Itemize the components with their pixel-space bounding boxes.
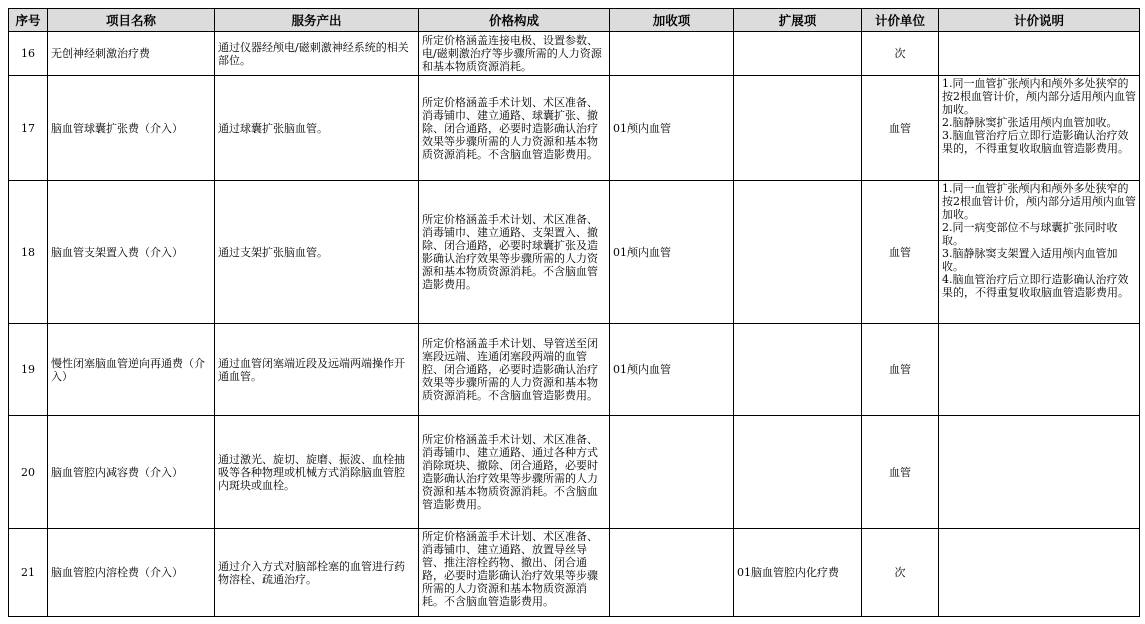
header-surcharge: 加收项: [610, 9, 734, 32]
cell-note: [939, 324, 1140, 416]
cell-unit: 次: [862, 32, 939, 76]
cell-unit: 次: [862, 529, 939, 617]
note-text: 1.同一血管扩张颅内和颅外多处狭窄的按2根血管计价，颅内部分适用颅内血管加收。 2.脑静脉窦扩张适用颅内血管加收。 3.脑血管治疗后立即行造影确认治疗效果的，不得重复收取脑血管造影费用。: [942, 76, 1136, 155]
cell-output: 通过血管闭塞端近段及远端两端操作开通血管。: [215, 324, 419, 416]
cell-price: 所定价格涵盖手术计划、术区准备、消毒铺巾、建立通路、通过各种方式消除斑块、撤除、闭合通路，必要时造影确认治疗效果等步骤所需的人力资源和基本物质资源消耗。不含脑血管造影费用。: [419, 416, 610, 529]
table-row: [9, 32, 1140, 76]
cell-price: 所定价格涵盖手术计划、导管送至闭塞段远端、连通闭塞段两端的血管腔、闭合通路，必要时造影确认治疗效果等步骤所需的人力资源和基本物质资源消耗。不含脑血管造影费用。: [419, 324, 610, 416]
table-row: [9, 76, 1140, 181]
cell-extension: 01脑血管腔内化疗费: [734, 529, 862, 617]
cell-seq: 16: [9, 32, 48, 76]
cell-extension: [734, 416, 862, 529]
header-extension: 扩展项: [734, 9, 862, 32]
cell-seq: 19: [9, 324, 48, 416]
price-text: 所定价格涵盖手术计划、术区准备、消毒铺巾、建立通路、放置导丝导管、推注溶栓药物、撤出、闭合通路，必要时造影确认治疗效果等步骤所需的人力资源和基本物质资源消耗。不含脑血管造影费用。: [422, 529, 598, 608]
cell-name: 脑血管球囊扩张费（介入）: [48, 76, 215, 181]
table-row: [9, 181, 1140, 324]
cell-seq: 18: [9, 181, 48, 324]
cell-name: 脑血管腔内溶栓费（介入）: [48, 529, 215, 617]
cell-surcharge: 01颅内血管: [610, 181, 734, 324]
cell-note: [939, 529, 1140, 617]
cell-unit: 血管: [862, 416, 939, 529]
cell-output: 通过介入方式对脑部栓塞的血管进行药物溶栓、疏通治疗。: [215, 529, 419, 617]
cell-output: 通过支架扩张脑血管。: [215, 181, 419, 324]
cell-name: 脑血管支架置入费（介入）: [48, 181, 215, 324]
cell-unit: 血管: [862, 324, 939, 416]
cell-price: 所定价格涵盖手术计划、术区准备、消毒铺巾、建立通路、球囊扩张、撤除、闭合通路，必要时造影确认治疗效果等步骤所需的人力资源和基本物质资源消耗。不含脑血管造影费用。: [419, 76, 610, 181]
cell-unit: 血管: [862, 76, 939, 181]
table-row: [9, 529, 1140, 617]
header-row: [9, 9, 1140, 32]
cell-note: [939, 416, 1140, 529]
cell-seq: 21: [9, 529, 48, 617]
cell-note: [939, 181, 1140, 324]
cell-seq: 20: [9, 416, 48, 529]
cell-extension: [734, 324, 862, 416]
cell-price: 所定价格涵盖连接电极、设置参数、电/磁刺激治疗等步骤所需的人力资源和基本物质资源消耗。: [419, 32, 610, 76]
cell-extension: [734, 32, 862, 76]
cell-note: [939, 32, 1140, 76]
header-note: 计价说明: [939, 9, 1140, 32]
cell-name: 无创神经刺激治疗费: [48, 32, 215, 76]
cell-output: 通过球囊扩张脑血管。: [215, 76, 419, 181]
cell-output: 通过仪器经颅电/磁刺激神经系统的相关部位。: [215, 32, 419, 76]
header-seq: 序号: [9, 9, 48, 32]
cell-name: 脑血管腔内减容费（介入）: [48, 416, 215, 529]
note-text: 1.同一血管扩张颅内和颅外多处狭窄的按2根血管计价，颅内部分适用颅内血管加收。 2.同一病变部位不与球囊扩张同时收取。 3.脑静脉窦支架置入适用颅内血管加收。 4.脑血管治疗后立即行造影确认治疗效果的，不得重复收取脑血管造影费用。: [942, 181, 1136, 299]
cell-unit: 血管: [862, 181, 939, 324]
cell-surcharge: [610, 416, 734, 529]
cell-extension: [734, 181, 862, 324]
cell-output: 通过激光、旋切、旋磨、振波、血栓抽吸等各种物理或机械方式消除脑血管腔内斑块或血栓。: [215, 416, 419, 529]
cell-surcharge: 01颅内血管: [610, 324, 734, 416]
header-price: 价格构成: [419, 9, 610, 32]
cell-surcharge: 01颅内血管: [610, 76, 734, 181]
cell-note: [939, 76, 1140, 181]
header-name: 项目名称: [48, 9, 215, 32]
cell-price: [419, 529, 610, 617]
pricing-table: [8, 8, 1140, 617]
cell-surcharge: [610, 32, 734, 76]
header-unit: 计价单位: [862, 9, 939, 32]
cell-name: 慢性闭塞脑血管逆向再通费（介入）: [48, 324, 215, 416]
cell-surcharge: [610, 529, 734, 617]
cell-price: 所定价格涵盖手术计划、术区准备、消毒铺巾、建立通路、支架置入、撤除、闭合通路，必要时球囊扩张及造影确认治疗效果等步骤所需的人力资源和基本物质资源消耗。不含脑血管造影费用。: [419, 181, 610, 324]
table-row: [9, 416, 1140, 529]
cell-seq: 17: [9, 76, 48, 181]
cell-extension: [734, 76, 862, 181]
table-row: [9, 324, 1140, 416]
header-output: 服务产出: [215, 9, 419, 32]
